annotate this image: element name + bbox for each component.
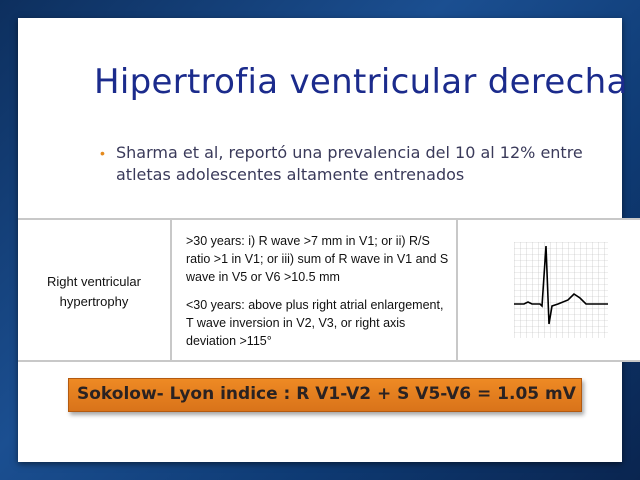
bullet-text: Sharma et al, reportó una prevalencia del 10 al 12% entre atletas adolescentes altamente entrenados: [116, 143, 583, 184]
table-label: Right ventricular hypertrophy: [47, 274, 141, 309]
table-ecg-cell: [458, 220, 640, 360]
criteria-over-30: >30 years: i) R wave >7 mm in V1; or ii) R/S ratio >1 in V1; or iii) sum of R wave in V1 and S wave in V5 or V6 >10.5 mm: [186, 234, 449, 284]
table-criteria-cell: [172, 220, 458, 360]
criteria-under-30: <30 years: above plus right atrial enlargement, T wave inversion in V2, V3, or right axis deviation >115°: [186, 298, 444, 348]
table-label-cell: [18, 220, 172, 360]
bullet-dot-icon: •: [100, 145, 105, 161]
slide-title: Hipertrofia ventricular derecha: [94, 62, 628, 102]
banner-text: Sokolow- Lyon indice : R V1-V2 + S V5-V6 = 1.05 mV: [77, 384, 576, 404]
criteria-table: [18, 218, 640, 362]
ecg-trace-icon: [514, 242, 608, 338]
sokolow-lyon-banner: [68, 378, 582, 412]
